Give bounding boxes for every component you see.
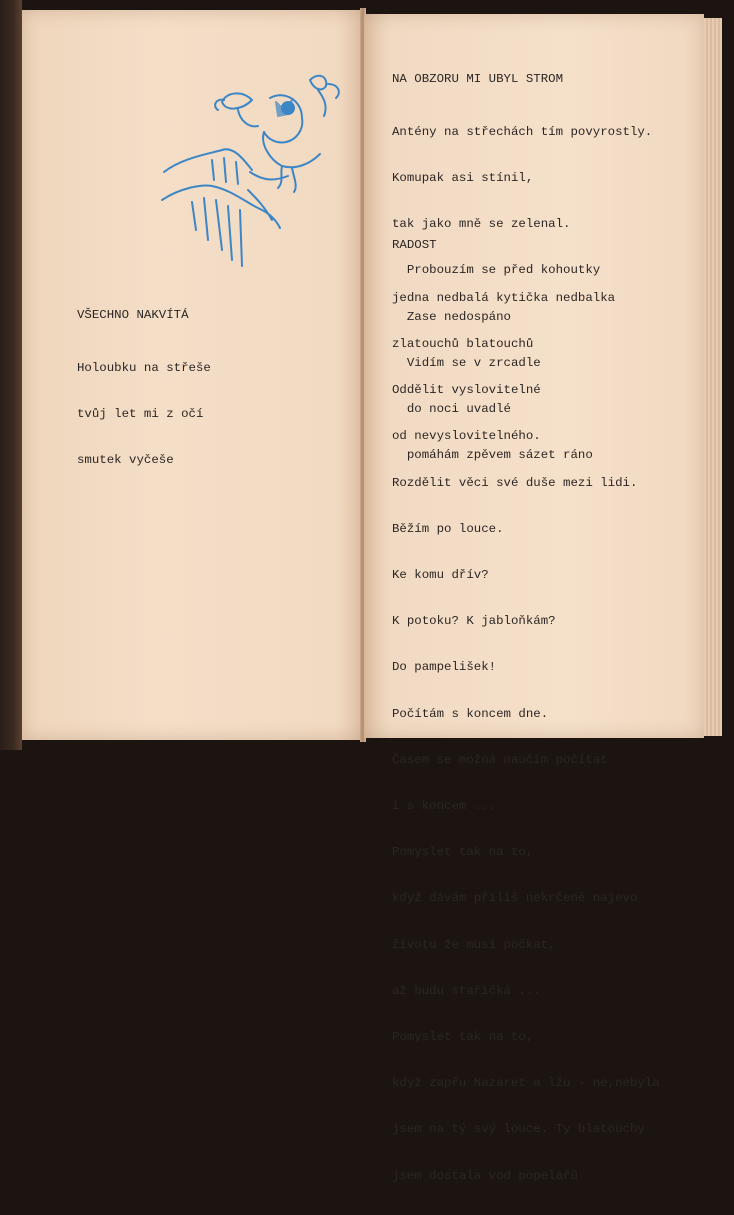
poem-line: Rozdělit věci své duše mezi lidi. (392, 475, 638, 490)
poem-line: K potoku? K jabloňkám? (392, 614, 556, 629)
poem-line: když zapřu Nazaret a lžu - ne,nebyla (392, 1076, 660, 1091)
poem-title: RADOST (392, 238, 437, 252)
poem-line: když dávám příliš nekrčeně najevo (392, 891, 638, 906)
poem-line: životu že musí počkat, (392, 937, 556, 952)
poem-title: VŠECHNO NAKVÍTÁ (77, 308, 189, 322)
left-page (22, 10, 362, 740)
poem-line: smutek vyčeše (77, 453, 174, 468)
poem-line: Časem se možná naučím počítat (392, 752, 608, 767)
poem-line: Oddělit vyslovitelné (392, 383, 541, 398)
poem-line: Běžím po louce. (392, 521, 504, 536)
poem-line: Probouzím se před kohoutky (392, 263, 601, 278)
poem-line: Holoubku na střeše (77, 360, 211, 375)
poem-line: Pomyslet tak na to, (392, 1030, 534, 1045)
poem-body (77, 330, 211, 499)
poem-line: Ke komu dřív? (392, 568, 489, 583)
poem-line: až budu stařičká ... (392, 983, 541, 998)
bird-sketch-icon (152, 70, 367, 285)
poem-line: jsem dostala vod popelářů (392, 1168, 578, 1183)
page-stack-edge (704, 18, 722, 736)
poem-line: Do pampelišek! (392, 660, 497, 675)
poem-line: Zase nedospáno (392, 309, 511, 324)
poem-line: Vidím se v zrcadle (392, 355, 541, 370)
poem-body (392, 260, 660, 1215)
poem-line: Antény na střechách tím povyrostly. (392, 124, 653, 139)
poem-line: i s koncem ... (392, 799, 497, 814)
poem-line: Počítám s koncem dne. (392, 706, 549, 721)
poem-line: do noci uvadlé (392, 402, 511, 417)
background-edge (0, 0, 22, 750)
poem-line: od nevyslovitelného. (392, 429, 541, 444)
poem-line: tak jako mně se zelenal. (392, 217, 571, 232)
poem-line: pomáhám zpěvem sázet ráno (392, 448, 593, 463)
right-page (364, 14, 704, 1183)
poem-line: tvůj let mi z očí (77, 407, 204, 422)
poem-title: NA OBZORU MI UBYL STROM (392, 72, 564, 86)
poem-line: zlatouchů blatouchů (392, 337, 534, 352)
poem-line: Pomyslet tak na to, (392, 845, 534, 860)
poem-line: jsem na tý svý louce. Ty blatouchy (392, 1122, 645, 1137)
poem-line: Komupak asi stínil, (392, 171, 534, 186)
poem-line: jedna nedbalá kytička nedbalka (392, 290, 616, 305)
